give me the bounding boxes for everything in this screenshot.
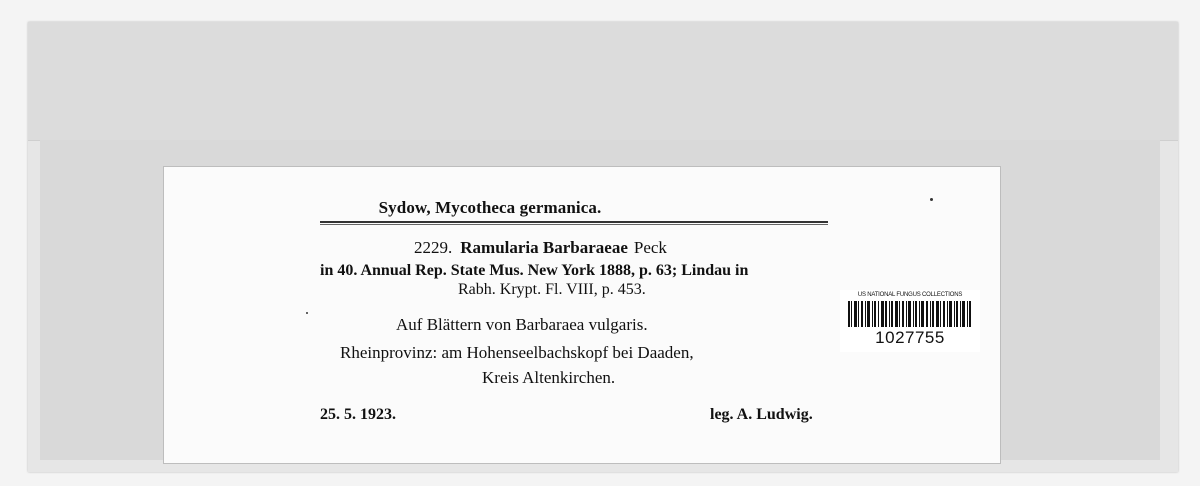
title-rule-thin [320,224,828,225]
collector-name: leg. A. Ludwig. [710,406,813,423]
packet-flap [28,22,1178,141]
barcode-institution: US NATIONAL FUNGUS COLLECTIONS [857,292,963,298]
species-name: Ramularia Barbaraeae [460,238,628,257]
citation-line-2: Rabh. Krypt. Fl. VIII, p. 453. [458,281,646,298]
locality-line-1: Rheinprovinz: am Hohenseelbachskopf bei Daaden, [340,343,694,362]
collection-date: 25. 5. 1923. [320,406,396,423]
citation-line-1: in 40. Annual Rep. State Mus. New York 1888, p. 63; Lindau in [320,262,749,279]
species-author: Peck [633,238,667,257]
title-rule [320,221,828,223]
species-line [414,238,667,258]
speck [306,312,308,314]
exsiccata-title: Sydow, Mycotheca germanica. [378,198,602,217]
barcode-number: 1027755 [875,328,945,347]
specimen-number: 2229. [414,238,453,257]
locality-line-2: Kreis Altenkirchen. [482,368,616,387]
speck [930,198,933,201]
host-text: Auf Blättern von Barbaraea vulgaris. [396,315,648,334]
barcode-icon [848,301,972,327]
